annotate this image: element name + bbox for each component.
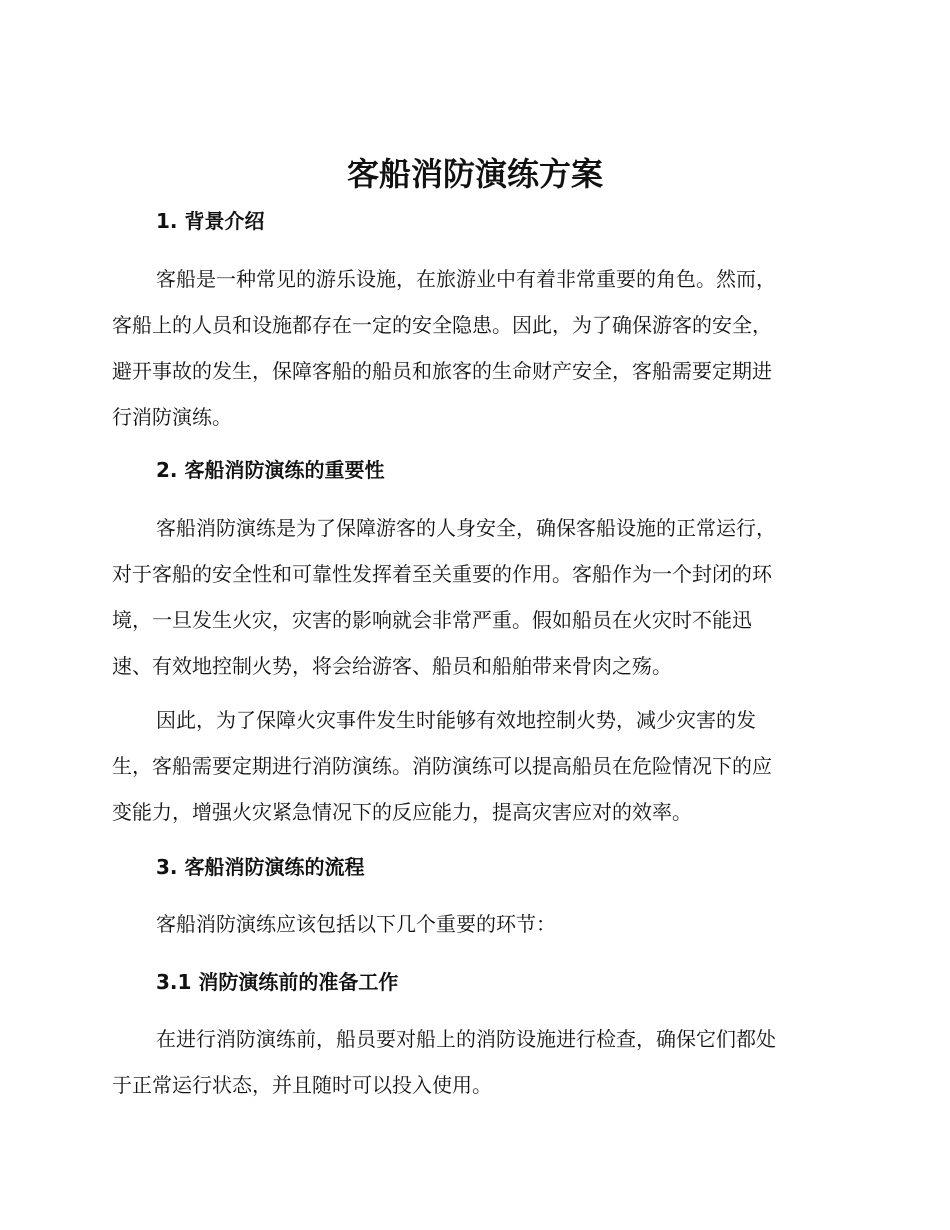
paragraph-line: 变能力，增强火灾紧急情况下的反应能力，提高灾害应对的效率。 — [112, 800, 692, 824]
paragraph — [112, 256, 830, 440]
paragraph-line: 在进行消防演练前，船员要对船上的消防设施进行检查，确保它们都处 — [156, 1027, 776, 1051]
paragraph-line: 对于客船的安全性和可靠性发挥着至关重要的作用。客船作为一个封闭的环 — [112, 562, 772, 586]
paragraph — [112, 505, 830, 689]
paragraph-line: 客船消防演练应该包括以下几个重要的环节： — [156, 912, 556, 936]
paragraph-line: 客船是一种常见的游乐设施，在旅游业中有着非常重要的角色。然而， — [156, 267, 776, 291]
section-heading: 2. 客船消防演练的重要性 — [156, 458, 385, 482]
section-heading: 3. 客船消防演练的流程 — [156, 855, 365, 879]
paragraph-line: 因此，为了保障火灾事件发生时能够有效地控制火势，减少灾害的发 — [156, 708, 756, 732]
paragraph-line: 行消防演练。 — [112, 405, 232, 429]
document-title: 客船消防演练方案 — [346, 155, 603, 193]
paragraph — [112, 901, 830, 947]
paragraph-line: 避开事故的发生，保障客船的船员和旅客的生命财产安全，客船需要定期进 — [112, 359, 772, 383]
paragraph-line: 客船上的人员和设施都存在一定的安全隐患。因此，为了确保游客的安全， — [112, 313, 772, 337]
paragraph-line: 生，客船需要定期进行消防演练。消防演练可以提高船员在危险情况下的应 — [112, 754, 772, 778]
paragraph — [112, 1016, 830, 1108]
section-heading: 1. 背景介绍 — [156, 209, 265, 233]
paragraph — [112, 697, 830, 835]
paragraph-line: 境，一旦发生火灾，灾害的影响就会非常严重。假如船员在火灾时不能迅 — [112, 608, 752, 632]
paragraph-line: 于正常运行状态，并且随时可以投入使用。 — [112, 1073, 492, 1097]
paragraph-line: 速、有效地控制火势，将会给游客、船员和船舶带来骨肉之殇。 — [112, 654, 672, 678]
paragraph-line: 客船消防演练是为了保障游客的人身安全，确保客船设施的正常运行， — [156, 516, 776, 540]
section-heading: 3.1 消防演练前的准备工作 — [156, 970, 399, 994]
